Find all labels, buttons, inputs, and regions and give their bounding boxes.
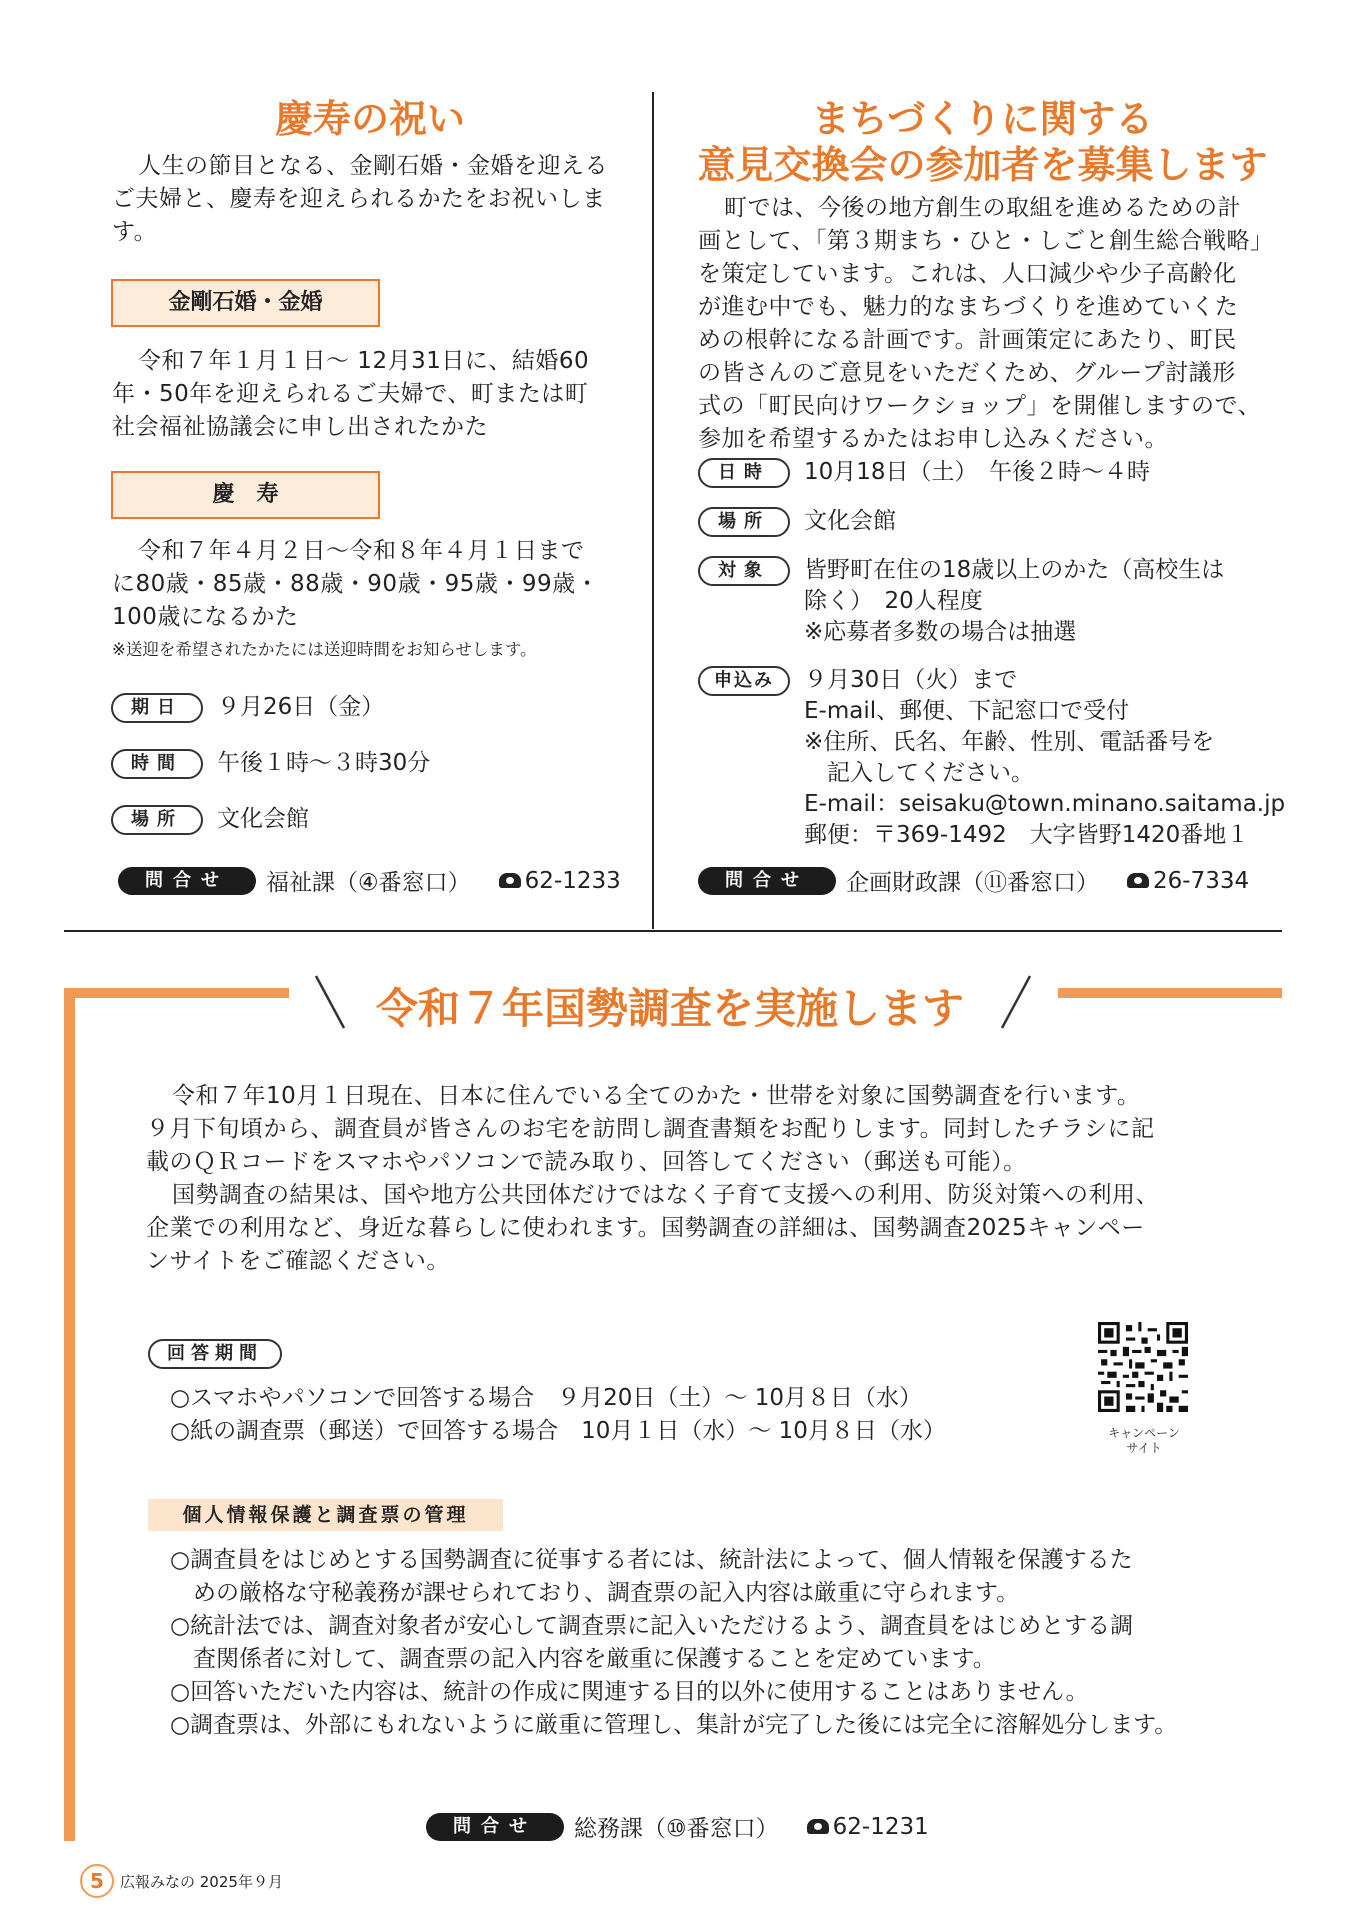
date-value: ９月26日（金）: [217, 694, 385, 720]
machizukuri-line: の皆さんのご意見をいただくため、グループ討議形: [698, 360, 1236, 386]
telephone-icon: [1127, 873, 1149, 888]
privacy-item: めの厳格な守秘義務が課せられており、調査票の記入内容は厳重に守られます。: [170, 1580, 1020, 1606]
census-bar-left: [64, 988, 289, 998]
inquiry-tel: 26-7334: [1153, 867, 1250, 894]
place-value: 文化会館: [217, 806, 309, 832]
machizukuri-line: 参加を希望するかたはお申し込みください。: [698, 426, 1168, 452]
qr-caption-line: キャンペーン: [1108, 1426, 1180, 1440]
keiju-sub-line: 令和７年４月２日～令和８年４月１日まで: [138, 538, 585, 564]
right-info-datetime: [698, 457, 1150, 488]
privacy-item: ○調査票は、外部にもれないように厳重に管理し、集計が完了した後には完全に溶解処分します。: [170, 1712, 1178, 1738]
inquiry-dept: 福祉課（④番窓口）: [266, 870, 471, 896]
left-info-date: [111, 692, 384, 723]
privacy-heading: 個人情報保護と調査票の管理: [148, 1499, 503, 1531]
machizukuri-line: 式の「町民向けワークショップ」を開催しますので、: [698, 393, 1262, 419]
machizukuri-title-2: 意見交換会の参加者を募集します: [697, 143, 1268, 187]
page-footer: [80, 1864, 283, 1898]
keiju-title: 慶寿の祝い: [274, 97, 465, 141]
apply-line: 記入してください。: [804, 760, 1034, 786]
datetime-value: 10月18日（土） 午後２時～４時: [804, 459, 1151, 485]
target-line: ※応募者多数の場合は抽選: [804, 619, 1077, 645]
kongoseki-line: 年・50年を迎えられるご夫婦で、町または町: [112, 381, 589, 407]
place-label: 場所: [111, 805, 203, 835]
page-number: 5: [80, 1864, 114, 1898]
apply-line: ※住所、氏名、年齢、性別、電話番号を: [804, 729, 1215, 755]
datetime-label: 日時: [698, 458, 790, 488]
right-info-target: [698, 555, 1224, 648]
inquiry-badge: 問合せ: [118, 867, 256, 895]
machizukuri-intro: [698, 192, 1288, 456]
keiju-intro-line: 人生の節目となる、金剛石婚・金婚を迎える: [138, 153, 608, 179]
kongoseki-heading: 金剛石婚・金婚: [111, 279, 380, 327]
target-line: 皆野町在住の18歳以上のかた（高校生は: [804, 557, 1225, 583]
kongoseki-text: [112, 345, 632, 444]
census-bar-vertical: [64, 988, 75, 1841]
inquiry-badge: 問合せ: [698, 867, 836, 895]
target-label: 対象: [698, 556, 790, 586]
census-line: 国勢調査の結果は、国や地方公共団体だけではなく子育て支援への利用、防災対策への利用、: [172, 1182, 1159, 1208]
census-title: 令和７年国勢調査を実施します: [375, 984, 964, 1033]
place-value: 文化会館: [804, 508, 896, 534]
qr-code-icon[interactable]: [1098, 1322, 1188, 1412]
qr-caption-line: サイト: [1126, 1441, 1162, 1455]
machizukuri-line: を策定しています。これは、人口減少や少子高齢化: [698, 261, 1237, 287]
inquiry-dept: 総務課（⑩番窓口）: [574, 1816, 779, 1842]
keiju-intro: [112, 150, 632, 249]
left-info-time: [111, 748, 430, 779]
apply-email[interactable]: E-mail：seisaku@town.minano.saitama.jp: [804, 791, 1286, 817]
census-inquiry: [426, 1810, 929, 1843]
keiju-sub-line: に80歳・85歳・88歳・90歳・95歳・99歳・: [112, 571, 600, 597]
column-divider: [652, 92, 654, 929]
time-value: 午後１時～３時30分: [217, 750, 431, 776]
slash-right-icon: [998, 972, 1034, 1032]
privacy-item: 査関係者に対して、調査票の記入内容を厳重に保護することを定めています。: [170, 1646, 996, 1672]
keiju-sub-heading: 慶 寿: [111, 471, 380, 519]
right-inquiry: [698, 864, 1249, 897]
inquiry-dept: 企画財政課（⑪番窓口）: [846, 870, 1099, 896]
privacy-item: ○回答いただいた内容は、統計の作成に関連する目的以外に使用することはありません。: [170, 1679, 1089, 1705]
keiju-intro-line: ご夫婦と、慶寿を迎えられるかたをお祝いしま: [112, 186, 606, 212]
census-line: 企業での利用など、身近な暮らしに使われます。国勢調査の詳細は、国勢調査2025キャンペー: [146, 1215, 1145, 1241]
telephone-icon: [499, 873, 521, 888]
apply-mail: 郵便：〒369-1492 大字皆野1420番地１: [804, 822, 1250, 848]
machizukuri-title-1: まちづくりに関する: [811, 97, 1154, 141]
left-info-place: [111, 804, 309, 835]
keiju-intro-line: す。: [112, 219, 158, 245]
slash-left-icon: [312, 972, 348, 1032]
period-list: [170, 1382, 1030, 1448]
right-info-place: [698, 506, 896, 537]
machizukuri-line: が進む中でも、魅力的なまちづくりを進めていくた: [698, 294, 1239, 320]
kongoseki-line: 社会福祉協議会に申し出されたかた: [112, 414, 488, 440]
apply-line: ９月30日（火）まで: [804, 667, 1018, 693]
census-body: [146, 1080, 1236, 1278]
left-inquiry: [118, 864, 621, 897]
census-bar-right: [1058, 988, 1282, 998]
period-item: ○紙の調査票（郵送）で回答する場合 10月１日（水）～ 10月８日（水）: [170, 1418, 946, 1444]
section-divider: [64, 930, 1282, 932]
census-line: ンサイトをご確認ください。: [146, 1248, 450, 1274]
right-info-apply: [698, 665, 1285, 851]
inquiry-badge: 問合せ: [426, 1813, 564, 1841]
inquiry-tel: 62-1233: [524, 867, 621, 894]
apply-line: E-mail、郵便、下記窓口で受付: [804, 698, 1130, 724]
qr-caption: [1088, 1426, 1200, 1456]
kongoseki-line: 令和７年１月１日～ 12月31日に、結婚60: [138, 348, 590, 374]
keiju-sub-text: [112, 535, 642, 662]
keiju-note: ※送迎を希望されたかたには送迎時間をお知らせします。: [112, 640, 537, 659]
period-item: ○スマホやパソコンで回答する場合 ９月20日（土）～ 10月８日（水）: [170, 1385, 922, 1411]
footer-text: 広報みなの 2025年９月: [120, 1872, 283, 1891]
machizukuri-line: 町では、今後の地方創生の取組を進めるための計: [724, 195, 1241, 221]
telephone-icon: [807, 1819, 829, 1834]
place-label: 場所: [698, 507, 790, 537]
date-label: 期日: [111, 693, 203, 723]
census-line: 載のＱＲコードをスマホやパソコンで読み取り、回答してください（郵送も可能）。: [146, 1149, 1027, 1175]
target-line: 除く） 20人程度: [804, 588, 983, 614]
privacy-list: [170, 1544, 1260, 1742]
period-label: 回答期間: [148, 1339, 282, 1369]
time-label: 時間: [111, 749, 203, 779]
census-line: 令和７年10月１日現在、日本に住んでいる全てのかた・世帯を対象に国勢調査を行います。: [172, 1083, 1141, 1109]
machizukuri-line: 画として、「第３期まち・ひと・しごと創生総合戦略」: [698, 228, 1274, 254]
census-line: ９月下旬頃から、調査員が皆さんのお宅を訪問し調査書類をお配りします。同封したチラシに記: [146, 1116, 1155, 1142]
privacy-item: ○統計法では、調査対象者が安心して調査票に記入いただけるよう、調査員をはじめとする調: [170, 1613, 1134, 1639]
inquiry-tel: 62-1231: [832, 1813, 929, 1840]
machizukuri-line: めの根幹になる計画です。計画策定にあたり、町民: [698, 327, 1237, 353]
keiju-sub-line: 100歳になるかた: [112, 604, 299, 630]
privacy-item: ○調査員をはじめとする国勢調査に従事する者には、統計法によって、個人情報を保護するた: [170, 1547, 1133, 1573]
apply-label: 申込み: [698, 666, 790, 696]
